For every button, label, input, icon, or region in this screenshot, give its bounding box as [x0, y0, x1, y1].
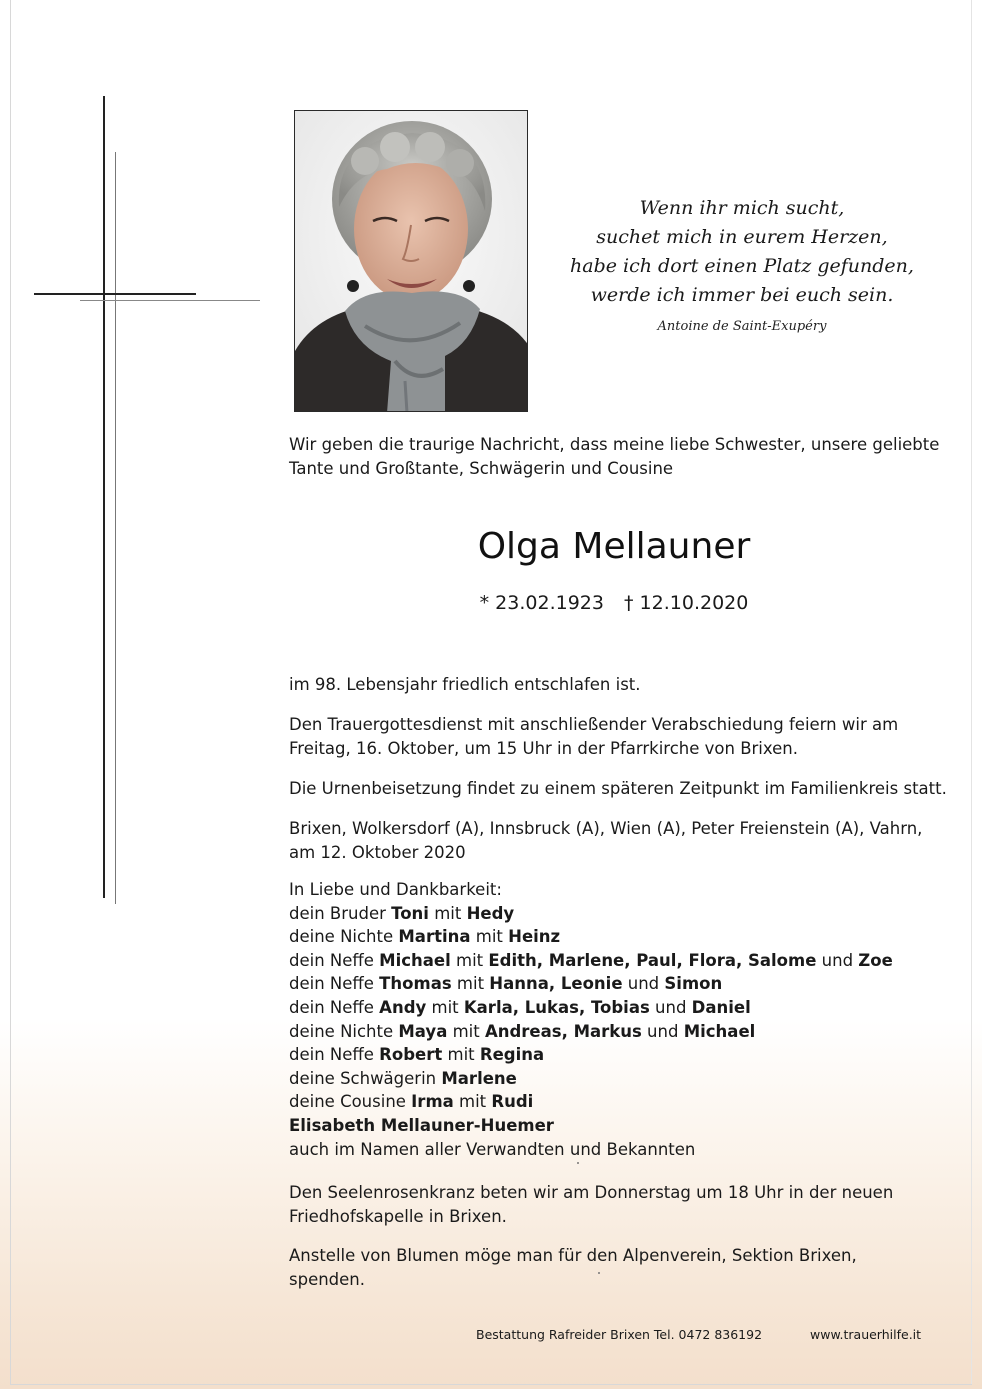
burial-line: Die Urnenbeisetzung findet zu einem späteren Zeitpunkt im Familienkreis statt.	[289, 779, 947, 798]
family-relation-text: dein Neffe	[289, 997, 380, 1017]
family-member-name: Zoe	[858, 950, 893, 970]
family-relation-text: mit	[447, 1021, 485, 1041]
portrait-photo	[294, 110, 528, 412]
rosary-line: Den Seelenrosenkranz beten wir am Donnerstag um 18 Uhr in der neuen	[289, 1183, 894, 1202]
family-relation-text: und	[816, 950, 859, 970]
rosary-line: Friedhofskapelle in Brixen.	[289, 1207, 507, 1226]
death-date: † 12.10.2020	[624, 592, 749, 614]
family-relation-text: deine Schwägerin	[289, 1068, 442, 1088]
family-row	[289, 1138, 893, 1162]
family-relation-text: mit	[426, 997, 464, 1017]
family-heading: In Liebe und Dankbarkeit:	[289, 880, 502, 899]
family-relation-text: dein Neffe	[289, 1045, 380, 1065]
family-member-name: Karla, Lukas, Tobias	[463, 997, 650, 1017]
family-row	[289, 1090, 893, 1114]
memorial-quote	[540, 194, 944, 310]
scan-speck	[577, 1162, 579, 1164]
family-member-name: Maya	[398, 1021, 448, 1041]
scan-speck	[598, 1272, 600, 1274]
family-relation-text: deine Cousine	[289, 1092, 412, 1112]
family-relation-text: deine Nichte	[289, 927, 399, 947]
page-border-right	[971, 0, 972, 1385]
family-member-name: Marlene	[441, 1068, 517, 1088]
family-member-name: Hedy	[466, 903, 515, 923]
family-row	[289, 1067, 893, 1091]
family-row	[289, 996, 893, 1020]
family-row	[289, 1114, 893, 1138]
intro-line: Wir geben die traurige Nachricht, dass meine liebe Schwester, unsere geliebte	[289, 435, 940, 454]
website-link[interactable]: www.trauerhilfe.it	[810, 1327, 922, 1342]
quote-author: Antoine de Saint-Exupéry	[657, 319, 827, 334]
family-relation-text: und	[622, 974, 665, 994]
family-relation-text: und	[649, 997, 692, 1017]
page-border-bottom	[10, 1384, 972, 1385]
family-row	[289, 925, 893, 949]
family-relation-text: mit	[453, 1092, 492, 1112]
undertaker-info: Bestattung Rafreider Brixen Tel. 0472 836192	[476, 1327, 763, 1342]
service-line: Freitag, 16. Oktober, um 15 Uhr in der Pfarrkirche von Brixen.	[289, 739, 798, 758]
birth-date: * 23.02.1923	[479, 592, 604, 614]
family-relation-text: dein Neffe	[289, 950, 380, 970]
family-relation-text: mit	[428, 903, 467, 923]
family-member-name: Elisabeth Mellauner-Huemer	[289, 1115, 554, 1135]
quote-line: werde ich immer bei euch sein.	[590, 284, 894, 306]
family-row	[289, 972, 893, 996]
intro-line: Tante und Großtante, Schwägerin und Cousine	[289, 459, 674, 478]
family-member-name: Michael	[379, 950, 451, 970]
family-member-name: Simon	[664, 974, 723, 994]
family-relation-text: und	[641, 1021, 684, 1041]
family-member-name: Hanna, Leonie	[489, 974, 623, 994]
family-member-name: Andreas, Markus	[484, 1021, 642, 1041]
family-row	[289, 949, 893, 973]
family-relation-text: mit	[451, 974, 490, 994]
family-member-name: Michael	[683, 1021, 756, 1041]
family-relation-text: dein Neffe	[289, 974, 380, 994]
life-dates	[289, 590, 939, 616]
family-relation-text: deine Nichte	[289, 1021, 399, 1041]
service-line: Den Trauergottesdienst mit anschließender Verabschiedung feiern wir am	[289, 715, 899, 734]
family-relation-text: mit	[470, 927, 509, 947]
quote-line: Wenn ihr mich sucht,	[639, 197, 845, 219]
family-relation-text: dein Bruder	[289, 903, 392, 923]
date-line: am 12. Oktober 2020	[289, 843, 466, 862]
place-line: Brixen, Wolkersdorf (A), Innsbruck (A), Wien (A), Peter Freienstein (A), Vahrn,	[289, 819, 923, 838]
family-row	[289, 1020, 893, 1044]
family-member-name: Edith, Marlene, Paul, Flora, Salome	[488, 950, 817, 970]
family-relation-text: mit	[442, 1045, 480, 1065]
family-row	[289, 1043, 893, 1067]
donation-line: Anstelle von Blumen möge man für den Alpenverein, Sektion Brixen,	[289, 1246, 857, 1265]
family-member-name: Rudi	[491, 1092, 534, 1112]
family-member-name: Andy	[379, 997, 427, 1017]
family-member-name: Robert	[379, 1045, 443, 1065]
quote-line: habe ich dort einen Platz gefunden,	[570, 255, 914, 277]
family-relation-text: mit	[450, 950, 489, 970]
family-member-name: Heinz	[508, 927, 561, 947]
family-row	[289, 902, 893, 926]
quote-line: suchet mich in eurem Herzen,	[596, 226, 888, 248]
family-member-name: Thomas	[379, 974, 452, 994]
page-border-left	[10, 0, 11, 1385]
donation-line: spenden.	[289, 1270, 366, 1289]
body-paragraph: im 98. Lebensjahr friedlich entschlafen ist.	[289, 675, 641, 694]
family-member-name: Toni	[391, 903, 429, 923]
family-member-name: Daniel	[691, 997, 751, 1017]
family-list	[289, 878, 893, 1161]
family-relation-text: auch im Namen aller Verwandten und Bekannten	[289, 1139, 696, 1159]
family-member-name: Irma	[411, 1092, 454, 1112]
family-member-name: Regina	[479, 1045, 545, 1065]
deceased-name: Olga Mellauner	[477, 526, 751, 567]
family-member-name: Martina	[398, 927, 471, 947]
